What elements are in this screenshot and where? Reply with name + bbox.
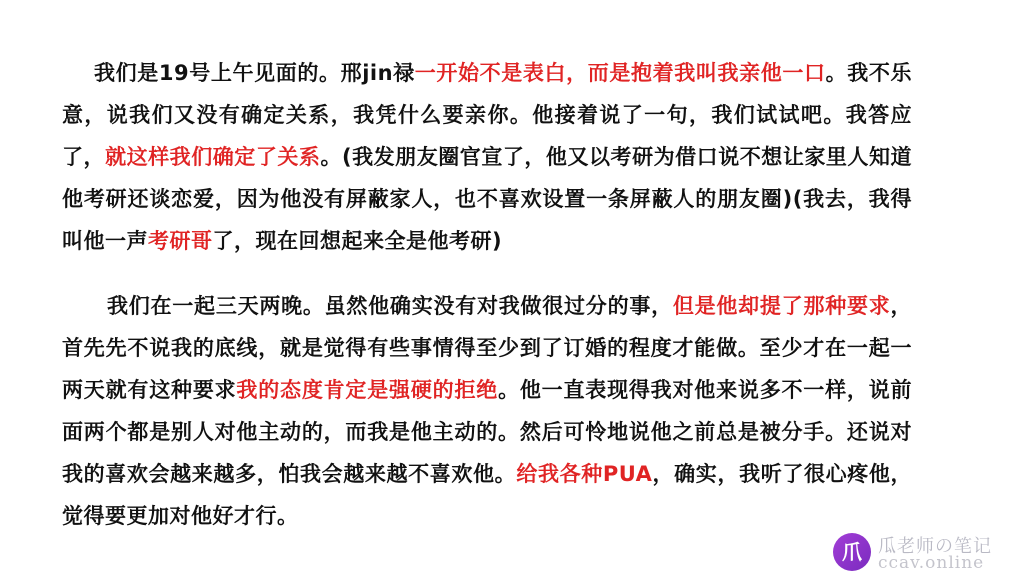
highlighted-text: 就这样我们确定了关系 xyxy=(105,145,321,169)
watermark xyxy=(830,530,1020,574)
text-run: 。我不乐意，说我们又没有确定关系，我凭什么要亲你。他接着说了一句，我们试试吧。我答应了， xyxy=(62,61,913,169)
paragraph-1 xyxy=(62,52,912,262)
text-run: ，首先先不说我的底线，就是觉得有些事情得至少到了订婚的程度才能做。至少才在一起一两天就有这种要求 xyxy=(62,294,912,402)
text-run: 了，现在回想起来全是他考研) xyxy=(212,229,503,253)
text-run: 我们是19号上午见面的。邢jin禄 xyxy=(94,61,415,85)
highlighted-text: 一开始不是表白，而是抱着我叫我亲他一口 xyxy=(414,61,826,85)
text-run: 。(我发朋友圈官宣了，他又以考研为借口说不想让家里人知道他考研还谈恋爱，因为他没有屏蔽家人，也不喜欢设置一条屏蔽人的朋友圈)(我去，我得叫他一声 xyxy=(62,145,912,253)
paragraph-2 xyxy=(62,285,912,537)
highlighted-text: 考研哥 xyxy=(148,229,213,253)
highlighted-text: 我的态度肯定是强硬的拒绝 xyxy=(236,378,499,402)
text-run: 我们在一起三天两晚。虽然他确实没有对我做很过分的事， xyxy=(107,294,673,318)
text-run: 。他一直表现得我对他来说多不一样，说前面两个都是别人对他主动的，而我是他主动的。然后可怜地说他之前总是被分手。还说对我的喜欢会越来越多，怕我会越来越不喜欢他。 xyxy=(62,378,913,486)
watermark-title: 瓜老师の笔记 xyxy=(878,536,992,557)
watermark-logo-icon: 爪 xyxy=(833,533,871,571)
text-run: ，确实，我听了很心疼他，觉得要更加对他好才行。 xyxy=(62,462,913,528)
highlighted-text: 给我各种PUA xyxy=(516,462,653,486)
highlighted-text: 但是他却提了那种要求 xyxy=(672,294,891,318)
watermark-url: ccav.online xyxy=(878,553,985,573)
